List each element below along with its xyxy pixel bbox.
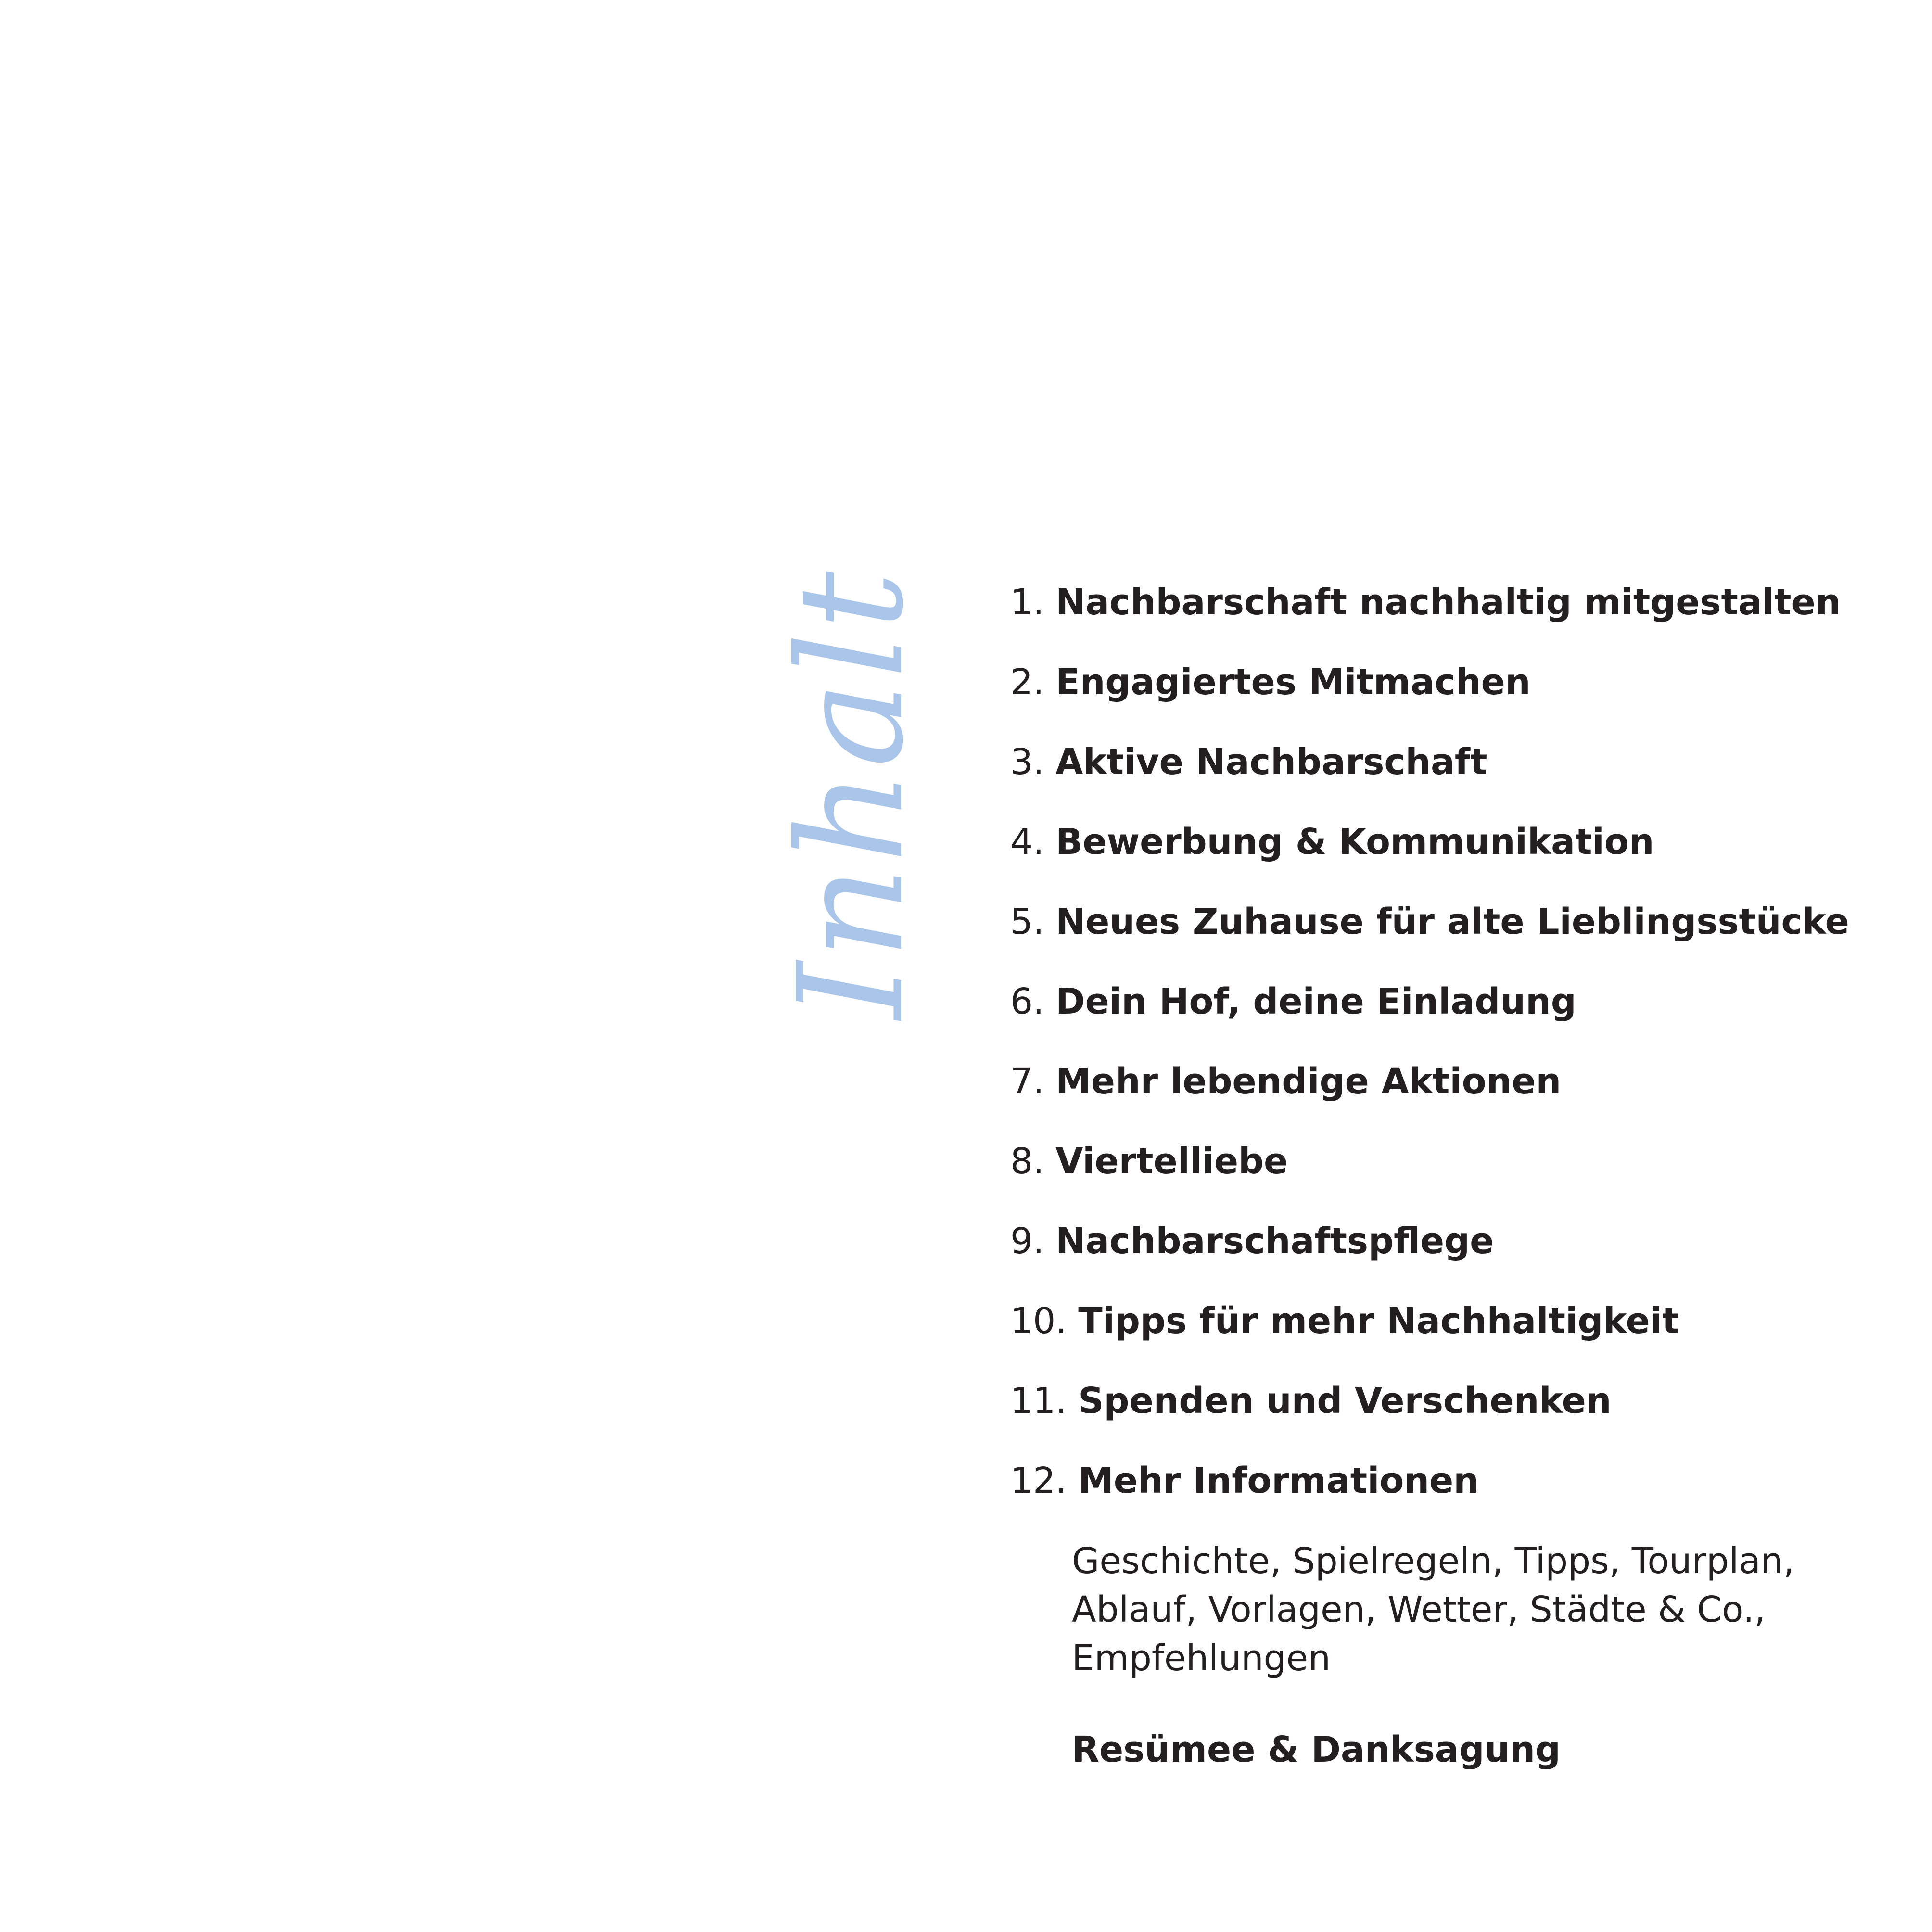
toc-entry-2[interactable]	[1010, 661, 1531, 703]
toc-title: Dein Hof, deine Einladung	[1055, 981, 1576, 1022]
toc-title: Tipps für mehr Nachhaltigkeit	[1078, 1300, 1679, 1342]
toc-number: 9.	[1010, 1220, 1044, 1262]
toc-number: 4.	[1010, 821, 1044, 863]
toc-entry-11[interactable]	[1010, 1380, 1612, 1422]
toc-number: 5.	[1010, 901, 1044, 942]
toc-number: 2.	[1010, 661, 1044, 703]
contents-heading: Inhalt	[767, 568, 935, 1019]
toc-entry-7[interactable]	[1010, 1061, 1562, 1102]
toc-title: Bewerbung & Kommunikation	[1055, 821, 1654, 863]
toc-title: Spenden und Verschenken	[1078, 1380, 1612, 1422]
toc-title: Engagiertes Mitmachen	[1055, 661, 1531, 703]
toc-subentries	[1072, 1537, 1794, 1683]
toc-title: Nachbarschaftspflege	[1055, 1220, 1494, 1262]
toc-title: Nachbarschaft nachhaltig mitgestalten	[1055, 582, 1841, 623]
toc-subentry-line: Geschichte, Spielregeln, Tipps, Tourplan,	[1072, 1540, 1795, 1582]
toc-title: Neues Zuhause für alte Lieblingsstücke	[1055, 901, 1849, 942]
toc-entry-6[interactable]	[1010, 981, 1576, 1022]
toc-entry-9[interactable]	[1010, 1220, 1494, 1262]
toc-number: 12.	[1010, 1460, 1067, 1501]
toc-entry-3[interactable]	[1010, 741, 1487, 783]
toc-entry-10[interactable]	[1010, 1300, 1679, 1342]
toc-subentry-line: Empfehlungen	[1072, 1638, 1331, 1679]
toc-number: 7.	[1010, 1061, 1044, 1102]
toc-entry-5[interactable]	[1010, 901, 1849, 942]
toc-number: 1.	[1010, 582, 1044, 623]
toc-number: 6.	[1010, 981, 1044, 1022]
toc-number: 10.	[1010, 1300, 1067, 1342]
heading-container	[750, 568, 953, 1020]
toc-entry-8[interactable]	[1010, 1141, 1288, 1182]
toc-subentry-line: Ablauf, Vorlagen, Wetter, Städte & Co.,	[1072, 1589, 1766, 1630]
toc-entry-final[interactable]: Resümee & Danksagung	[1072, 1729, 1561, 1770]
toc-number: 3.	[1010, 741, 1044, 783]
toc-number: 8.	[1010, 1141, 1044, 1182]
toc-title: Mehr Informationen	[1078, 1460, 1479, 1501]
toc-entry-4[interactable]	[1010, 821, 1654, 863]
toc-entry-12[interactable]	[1010, 1460, 1479, 1501]
toc-title: Aktive Nachbarschaft	[1055, 741, 1487, 783]
toc-title: Viertelliebe	[1055, 1141, 1288, 1182]
toc-title: Mehr lebendige Aktionen	[1055, 1061, 1562, 1102]
toc-number: 11.	[1010, 1380, 1067, 1422]
toc-entry-1[interactable]	[1010, 582, 1841, 623]
